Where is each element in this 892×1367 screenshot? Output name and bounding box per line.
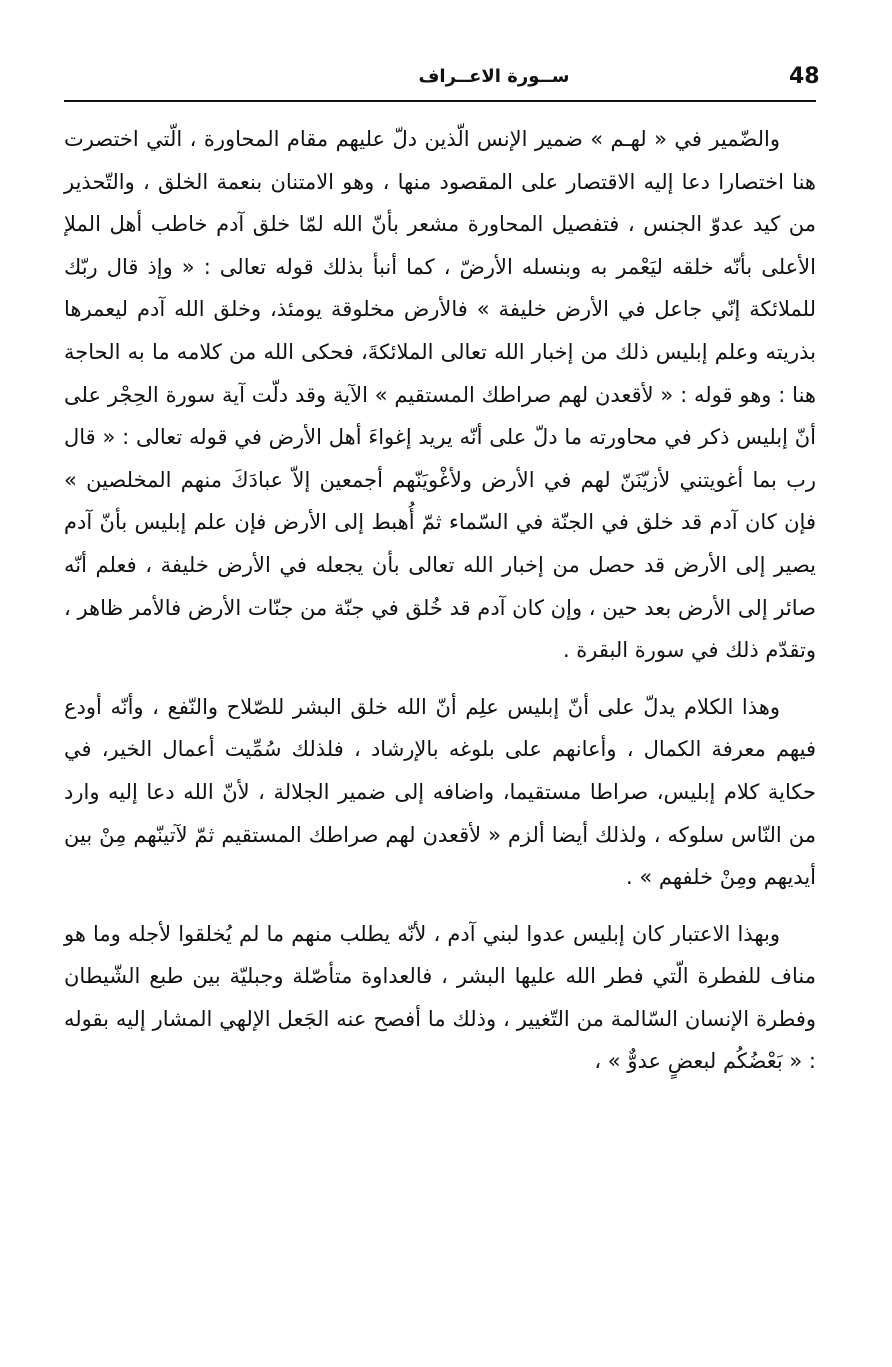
paragraph-1: والضّمير في « لهـم » ضمير الإنس الّذين دلّ عليهم مقام المحاورة ، الّتي اختصرت هنا اختصارا دعا إليه الاقتصار على المقصود منها ، وهو الامتنان بنعمة الخلق ، والتّحذير من كيد عدوّ الجنس ، فتفصيل المحاورة مشعر بأنّ الله لمّا خلق آدم خاطب أهل الملإ الأعلى بأنّه خلقه ليَعْمر به وبنسله الأرضّ ، كما أنبأ بذلك قوله تعالى : « وإذ قال ربّك للملائكة إنّي جاعل في الأرض خليفة » فالأرض مخلوقة يومئذ، وخلق الله آدم ليعمرها بذريته وعلم إبليس ذلك من إخبار الله تعالى الملائكةَ، فحكى الله من كلامه ما به الحاجة هنا : وهو قوله : « لأقعدن لهم صراطك المستقيم » الآية وقد دلّت آية سورة الحِجْر على أنّ إبليس ذكر في محاورته ما دلّ على أنّه يريد إغواءَ أهل الأرض في قوله تعالى : « قال رب بما أغويتني لأزيّنَنّ لهم في الأرض ولأغْويَنّهم أجمعين إلاّ عبادَكَ منهم المخلصين » فإن كان آدم قد خلق في الجنّة في السّماء ثمّ أُهبط إلى الأرض فإن علم إبليس بأنّ آدم يصير إلى الأرض قد حصل من إخبار الله تعالى بأن يجعله في الأرض خليفة ، فعلم أنّه صائر إلى الأرض بعد حين ، وإن كان آدم قد خُلق في جنّة من جنّات الأرض فالأمر ظاهر ، وتقدّم ذلك في سورة البقرة . <box>64 127 816 663</box>
paragraph-2: وهذا الكلام يدلّ على أنّ إبليس علِم أنّ الله خلق البشر للصّلاح والنّفع ، وأنّه أودع فيهم معرفة الكمال ، وأعانهم على بلوغه بالإرشاد ، فلذلك سُمِّيت أعمال الخير، في حكاية كلام إبليس، صراطا مستقيما، واضافه إلى ضمير الجلالة ، لأنّ الله دعا إليه وارد من النّاس سلوكه ، ولذلك أيضا ألزم « لأقعدن لهم صراطك المستقيم ثمّ لآتينّهم مِنْ بين أيديهم ومِنْ خلفهم » . <box>64 694 816 890</box>
paragraph-3: وبهذا الاعتبار كان إبليس عدوا لبني آدم ، لأنّه يطلب منهم ما لم يُخلقوا لأجله وما هو مناف للفطرة الّتي فطر الله عليها البشر ، فالعداوة متأصّلة وجبليّة بين طبع الشّيطان وفطرة الإنسان السّالمة من التّغيير ، وذلك ما أفصح عنه الجَعل الإلهي المشار إليه بقوله : « بَعْضُكُم لبعضٍ عدوٌّ » ، <box>64 921 816 1074</box>
body-text <box>64 118 816 1083</box>
header-rule <box>64 100 816 102</box>
page-header <box>64 62 820 102</box>
running-title: ســورة الاعــراف <box>418 66 570 87</box>
page-number: 48 <box>789 64 820 89</box>
